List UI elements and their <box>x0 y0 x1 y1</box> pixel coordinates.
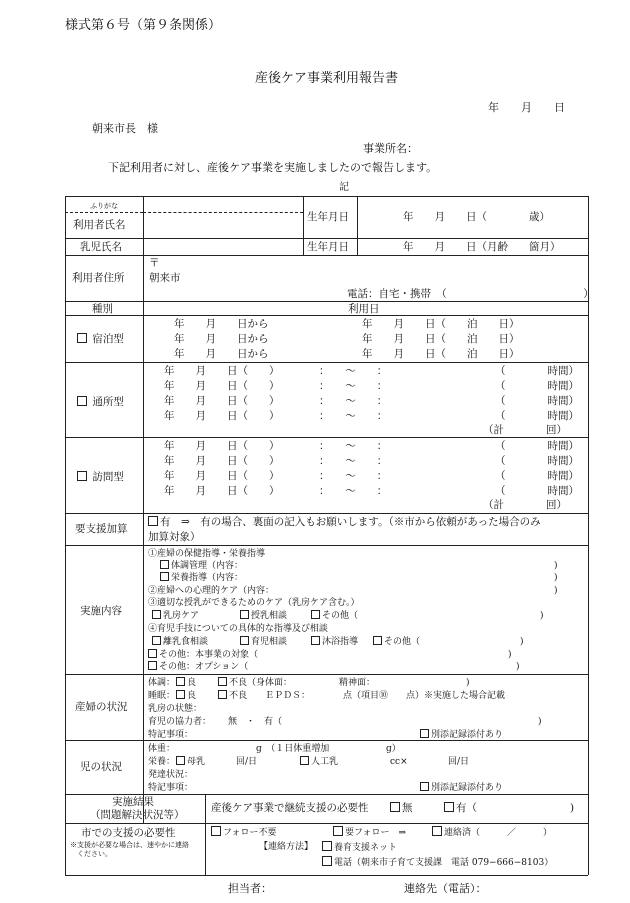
support-addition-text: 有 ⇒ 有の場合、裏面の記入もお願いします。（※市から依頼があった場合のみ <box>160 516 541 528</box>
user-name-label: 利用者氏名 <box>73 219 126 231</box>
stay-end-1[interactable]: 年 月 日（ 泊 日） <box>362 318 520 330</box>
formula-option[interactable] <box>300 756 338 768</box>
good-label: 良 <box>187 691 197 701</box>
stay-type-label: 宿泊型 <box>92 333 124 345</box>
day-row-time[interactable]: ： 〜 ： <box>319 380 388 392</box>
checkbox-icon[interactable] <box>211 826 221 836</box>
weaning-label: 離乳食相談 <box>163 637 209 647</box>
visit-row-hours[interactable]: （ 時間） <box>495 455 579 467</box>
breast-care-label: 乳房ケア <box>163 611 200 621</box>
other-childcare-label: その他（ <box>384 637 421 647</box>
content-line-4: ②産婦への心理的ケア（内容： <box>148 586 275 596</box>
other-care-option[interactable] <box>311 610 358 622</box>
network-label: 養育支援ネット <box>334 843 398 853</box>
other-option-label: その他：オプション（ <box>159 662 249 672</box>
mother-health-poor[interactable] <box>218 677 292 689</box>
addressee: 朝来市長 様 <box>92 122 158 135</box>
visit-total[interactable]: （計 回） <box>483 499 567 511</box>
formula-freq[interactable]: 回/日 <box>448 757 470 767</box>
checkbox-icon[interactable] <box>444 802 454 812</box>
checkbox-icon[interactable] <box>148 661 157 670</box>
visit-row-hours[interactable]: （ 時間） <box>495 485 579 497</box>
bathing-label: 沐浴指導 <box>322 637 359 647</box>
contact-method-label: 【連絡方法】 <box>259 842 314 852</box>
checkbox-icon[interactable] <box>152 636 161 645</box>
follow-needed-label: 要フォロー ⇒ <box>345 828 407 838</box>
facility-name-label: 事業所名： <box>363 142 418 155</box>
city-support-note-2: ください。 <box>77 850 112 858</box>
checkbox-icon[interactable] <box>322 841 332 851</box>
phone-contact-label: 電話（朝来市子育て支援課 電話 079−666−8103） <box>334 858 554 868</box>
infant-birth-label: 生年月日 <box>307 241 349 253</box>
content-line-1: ①産婦の保健指導・栄養指導 <box>148 549 266 559</box>
day-row-date[interactable]: 年 月 日（ ） <box>164 365 280 377</box>
checkbox-icon[interactable] <box>432 826 442 836</box>
day-row-date[interactable]: 年 月 日（ ） <box>164 395 280 407</box>
visit-row-date[interactable]: 年 月 日（ ） <box>164 470 280 482</box>
checkbox-icon[interactable] <box>390 802 400 812</box>
formula-label: 人工乳 <box>311 757 339 767</box>
checkbox-icon[interactable] <box>300 756 309 765</box>
nutrition-label: 栄養指導（内容： <box>171 573 244 583</box>
ki-label: 記 <box>339 182 349 193</box>
helper-choice[interactable]: 無 ・ 有（ <box>228 717 283 727</box>
breast-milk-option[interactable] <box>176 756 205 768</box>
stay-end-2[interactable]: 年 月 日（ 泊 日） <box>362 333 520 345</box>
checkbox-icon[interactable] <box>77 471 87 481</box>
breast-milk-freq[interactable]: 回/日 <box>236 757 258 767</box>
document-title: 産後ケア事業利用報告書 <box>255 71 399 86</box>
day-row-date[interactable]: 年 月 日（ ） <box>164 380 280 392</box>
mother-attached-option[interactable] <box>420 729 503 741</box>
poor-body-label: 不良（身体面： <box>229 678 293 688</box>
checkbox-icon[interactable] <box>420 782 429 791</box>
day-row-time[interactable]: ： 〜 ： <box>319 365 388 377</box>
breast-state-label: 乳房の状態： <box>148 704 203 714</box>
support-addition-text2: 加算対象） <box>148 531 201 543</box>
health-check-label: 体調管理（内容： <box>171 561 244 571</box>
checkbox-icon[interactable] <box>148 516 158 526</box>
visit-row-hours[interactable]: （ 時間） <box>495 440 579 452</box>
visit-row-date[interactable]: 年 月 日（ ） <box>164 485 280 497</box>
checkbox-icon[interactable] <box>311 636 320 645</box>
close-paren: ) <box>508 650 512 660</box>
stay-type-checkbox[interactable] <box>77 333 124 345</box>
day-row-hours[interactable]: （ 時間） <box>495 395 579 407</box>
checkbox-icon[interactable] <box>176 677 185 686</box>
visit-row-time[interactable]: ： 〜 ： <box>319 440 388 452</box>
breast-milk-label: 母乳 <box>187 757 206 767</box>
close-paren: ) <box>554 573 558 583</box>
poor-label: 不良 <box>229 691 248 701</box>
result-yes-option[interactable] <box>444 802 477 814</box>
day-row-hours[interactable]: （ 時間） <box>495 380 579 392</box>
epds-score[interactable]: 点（項目⑩ 点）※実施した場合記載 <box>343 691 506 701</box>
intro-text: 下記利用者に対し、産後ケア事業を実施しましたので報告します。 <box>108 161 438 174</box>
bathing-option[interactable] <box>311 636 358 648</box>
checkbox-icon[interactable] <box>152 610 161 619</box>
checkbox-icon[interactable] <box>148 649 157 658</box>
mother-health-good[interactable] <box>176 677 196 689</box>
checkbox-icon[interactable] <box>322 856 332 866</box>
close-paren: ) <box>538 717 542 727</box>
feeding-consult-option[interactable] <box>240 610 287 622</box>
childcare-consult-option[interactable] <box>240 636 287 648</box>
checkbox-icon[interactable] <box>218 677 227 686</box>
mental-label: 精神面： <box>339 678 376 688</box>
result-text: 産後ケア事業で継続支援の必要性 <box>211 802 369 814</box>
checkbox-icon[interactable] <box>160 572 169 581</box>
child-attached-option[interactable] <box>420 782 503 794</box>
sleep-good[interactable] <box>176 690 196 702</box>
formula-amount[interactable]: cc× <box>390 757 408 767</box>
checkbox-icon[interactable] <box>160 560 169 569</box>
yes-label: 有（ <box>456 802 477 814</box>
phone-field[interactable]: 電話：自宅・携帯 （ ） <box>347 288 594 300</box>
day-row-time[interactable]: ： 〜 ： <box>319 395 388 407</box>
day-row-date[interactable]: 年 月 日（ ） <box>164 410 280 422</box>
follow-none-option[interactable] <box>211 826 277 839</box>
weight-value[interactable]: g （１日体重増加 <box>256 744 330 754</box>
checkbox-icon[interactable] <box>77 333 87 343</box>
phone-option[interactable] <box>322 856 553 869</box>
visit-type-label: 訪問型 <box>92 471 124 483</box>
support-addition-option[interactable] <box>148 516 541 528</box>
feeding-consult-label: 授乳相談 <box>251 611 288 621</box>
address-city[interactable]: 朝来市 <box>149 272 181 284</box>
contact-label: 連絡先（電話）： <box>404 882 487 895</box>
health-check-option[interactable] <box>160 560 243 572</box>
visit-row-time[interactable]: ： 〜 ： <box>319 470 388 482</box>
attached-label: 別添記録添付あり <box>431 783 504 793</box>
day-type-checkbox[interactable] <box>77 396 124 408</box>
helper-label: 育児の協力者： <box>148 717 212 727</box>
other-target-option[interactable] <box>148 649 258 661</box>
result-none-option[interactable] <box>390 802 413 814</box>
stay-start-2[interactable]: 年 月 日から <box>174 333 269 345</box>
close-paren: ) <box>554 561 558 571</box>
staff-label: 担当者： <box>228 882 272 895</box>
type-header: 種別 <box>92 303 113 315</box>
form-number: 様式第６号（第９条関係） <box>65 18 222 33</box>
mother-notes-label: 特記事項： <box>148 730 194 740</box>
nutrition-label: 栄養： <box>148 757 176 767</box>
checkbox-icon[interactable] <box>373 636 382 645</box>
visit-row-time[interactable]: ： 〜 ： <box>319 455 388 467</box>
sleep-label: 睡眠： <box>148 691 176 701</box>
checkbox-icon[interactable] <box>240 610 249 619</box>
child-notes-label: 特記事項： <box>148 783 194 793</box>
stay-start-1[interactable]: 年 月 日から <box>174 318 269 330</box>
day-row-hours[interactable]: （ 時間） <box>495 410 579 422</box>
report-date: 年 月 日 <box>488 101 565 114</box>
network-option[interactable] <box>322 841 397 854</box>
checkbox-icon[interactable] <box>218 690 227 699</box>
other-option-option[interactable] <box>148 661 248 673</box>
checkbox-icon[interactable] <box>311 610 320 619</box>
contacted-option[interactable] <box>432 826 552 839</box>
user-birth-value[interactable]: 年 月 日（ 歳） <box>403 211 550 223</box>
checkbox-icon[interactable] <box>176 756 185 765</box>
visit-row-date[interactable]: 年 月 日（ ） <box>164 455 280 467</box>
development-label: 発達状況： <box>148 770 194 780</box>
close-paren: ) <box>540 611 544 621</box>
user-birth-label: 生年月日 <box>307 211 349 223</box>
content-line-5: ③適切な授乳ができるためのケア（乳房ケア含む。） <box>148 598 360 608</box>
close-paren: ) <box>570 802 575 814</box>
close-paren: ) <box>520 637 524 647</box>
city-support-label: 市での支援の必要性 <box>81 827 176 839</box>
checkbox-icon[interactable] <box>77 396 87 406</box>
nutrition-option[interactable] <box>160 572 243 584</box>
content-label: 実施内容 <box>80 605 122 617</box>
day-row-time[interactable]: ： 〜 ： <box>319 410 388 422</box>
visit-row-time[interactable]: ： 〜 ： <box>319 485 388 497</box>
furigana-label: ふりがな <box>90 202 118 210</box>
content-line-7: ④育児手技についての具体的な指導及び相談 <box>148 624 328 634</box>
good-label: 良 <box>187 678 197 688</box>
visit-type-checkbox[interactable] <box>77 471 124 483</box>
other-childcare-option[interactable] <box>373 636 420 648</box>
close-paren: ) <box>516 662 520 672</box>
follow-none-label: フォロー不要 <box>223 828 277 838</box>
stay-end-3[interactable]: 年 月 日（ 泊 日） <box>362 348 520 360</box>
sleep-poor[interactable] <box>218 690 247 702</box>
weight-gain-unit: g） <box>386 744 401 754</box>
infant-name-label: 乳児氏名 <box>80 241 122 253</box>
close-paren: ) <box>466 678 470 688</box>
day-row-hours[interactable]: （ 時間） <box>495 365 579 377</box>
checkbox-icon[interactable] <box>420 729 429 738</box>
stay-start-3[interactable]: 年 月 日から <box>174 348 269 360</box>
other-target-label: その他：本事業の対象（ <box>159 650 259 660</box>
none-label: 無 <box>402 802 413 814</box>
checkbox-icon[interactable] <box>240 636 249 645</box>
result-label: 実施結果 <box>112 796 154 808</box>
day-total[interactable]: （計 回） <box>483 424 567 436</box>
weaning-option[interactable] <box>152 636 208 648</box>
child-label: 児の状況 <box>80 761 122 773</box>
checkbox-icon[interactable] <box>333 826 343 836</box>
day-type-label: 通所型 <box>92 396 124 408</box>
weight-label: 体重： <box>148 744 176 754</box>
contacted-label: 連絡済（ ／ ） <box>444 828 553 838</box>
postal-mark: 〒 <box>149 257 160 269</box>
date-header: 利用日 <box>348 303 380 315</box>
close-paren: ) <box>554 586 558 596</box>
city-support-note-1: ※支援が必要な場合は、速やかに連絡 <box>70 841 189 849</box>
infant-birth-value[interactable]: 年 月 日（月齢 箇月） <box>403 241 561 253</box>
support-addition-label: 要支援加算 <box>75 523 128 535</box>
mother-health-label: 体調： <box>148 678 176 688</box>
visit-row-date[interactable]: 年 月 日（ ） <box>164 440 280 452</box>
attached-label: 別添記録添付あり <box>431 730 504 740</box>
result-label-sub: （問題解決状況等） <box>90 809 185 821</box>
visit-row-hours[interactable]: （ 時間） <box>495 470 579 482</box>
address-label: 利用者住所 <box>72 272 125 284</box>
mother-label: 産婦の状況 <box>75 701 128 713</box>
checkbox-icon[interactable] <box>176 690 185 699</box>
follow-needed-option[interactable] <box>333 826 406 839</box>
breast-care-option[interactable] <box>152 610 199 622</box>
epds-label: ＥＰＤＳ： <box>265 691 311 701</box>
childcare-consult-label: 育児相談 <box>251 637 288 647</box>
other-care-label: その他（ <box>322 611 359 621</box>
